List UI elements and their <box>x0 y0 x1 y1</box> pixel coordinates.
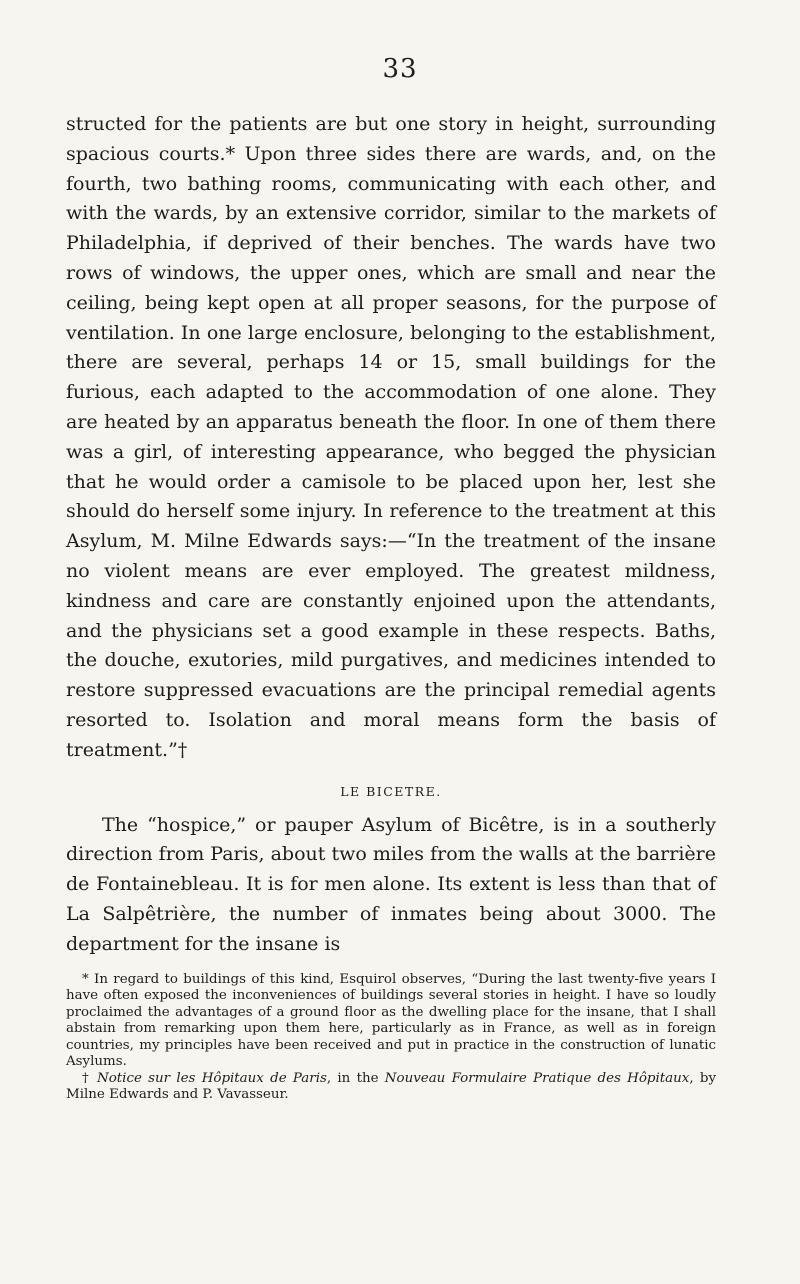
footnote-esquirol: * In regard to buildings of this kind, Esquirol observes, “During the last twenty-five years I have often exposed the inconveniences of buildings several stories in height. I have so loudly proclaimed the advantages of a ground floor as the dwelling place for the insane, that I shall abstain from remarking upon them here, particularly as in France, as well as in foreign countries, my principles have been received and put in practice in the construction of lunatic Asylums. <box>66 971 716 1070</box>
footnote-marker: † <box>82 1070 98 1086</box>
footnote-tail: , by Milne Edwards and P. Vavasseur. <box>66 1070 717 1103</box>
footnote-notice <box>66 1071 716 1104</box>
paragraph-continued: structed for the patients are but one story in height, surrounding spacious courts.* Upon three sides there are wards, and, on the fourth, two bathing rooms, communicating with each other, and with the wards, by an extensive corridor, similar to the markets of Philadelphia, if deprived of their benches. The wards have two rows of windows, the upper ones, which are small and near the ceiling, being kept open at all proper seasons, for the purpose of ventilation. In one large enclosure, belonging to the establishment, there are several, perhaps 14 or 15, small buildings for the furious, each adapted to the accommodation of one alone. They are heated by an apparatus beneath the floor. In one of them there was a girl, of interesting appearance, who begged the physician that he would order a camisole to be placed upon her, lest she should do herself some injury. In reference to the treatment at this Asylum, M. Milne Edwards says:—“In the treatment of the insane no violent means are ever employed. The greatest mildness, kindness and care are constantly enjoined upon the attendants, and the physicians set a good example in these respects. Baths, the douche, exutories, mild purgatives, and medicines intended to restore suppressed evacuations are the principal remedial agents resorted to. Isolation and moral means form the basis of treatment.”† <box>66 113 716 761</box>
body-text <box>66 110 716 1104</box>
footnotes <box>66 972 716 1104</box>
page-number: 33 <box>382 54 418 84</box>
paragraph-bicetre: The “hospice,” or pauper Asylum of Bicêtre, is in a southerly direction from Paris, about two miles from the walls at the barrière de Fontainebleau. It is for men alone. Its extent is less than that of La Salpêtrière, the number of inmates being about 3000. The department for the insane is <box>66 813 716 955</box>
section-heading: LE BICETRE. <box>340 783 442 799</box>
footnote-connector: , in the <box>326 1070 385 1086</box>
footnote-title: Notice sur les Hôpitaux de Paris <box>97 1070 327 1086</box>
footnote-journal: Nouveau Formulaire Pratique des Hôpitaux <box>384 1070 690 1086</box>
